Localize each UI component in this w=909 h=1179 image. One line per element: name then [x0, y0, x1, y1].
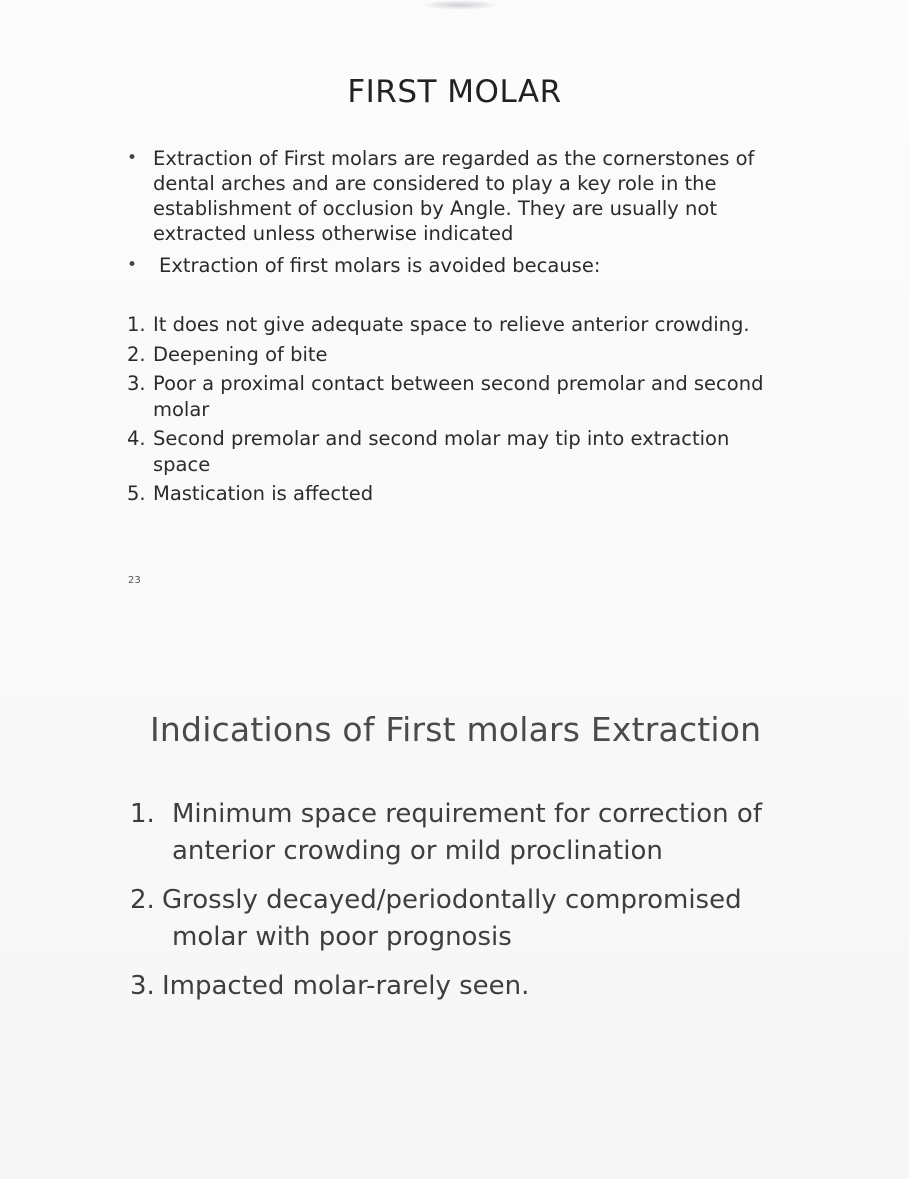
bullet-text: Extraction of First molars are regarded as the cornerstones of dental arches and are considered to play a key role in the establishment of occlusion by Angle. They are usually not extracted unless otherwise indicated	[153, 147, 755, 245]
list-item	[130, 968, 810, 1005]
bullet-item	[125, 253, 785, 278]
list-item	[127, 342, 787, 368]
bullet-text: Extraction of first molars is avoided because:	[159, 254, 601, 277]
list-text-continued: molar with poor prognosis	[172, 922, 512, 952]
list-text: Second premolar and second molar may tip into extraction space	[153, 427, 730, 476]
list-text: Poor a proximal contact between second premolar and second molar	[153, 372, 764, 421]
list-text: It does not give adequate space to relieve anterior crowding.	[153, 313, 750, 336]
list-number: 3.	[130, 971, 155, 1001]
list-number: 2.	[127, 342, 146, 366]
list-text: Impacted molar-rarely seen.	[162, 971, 530, 1001]
list-item	[127, 371, 787, 422]
page-title: FIRST MOLAR	[347, 74, 562, 110]
list-number: 1.	[130, 799, 155, 829]
list-item	[127, 312, 787, 338]
list-number: 5.	[127, 482, 146, 505]
list-number: 2.	[130, 885, 155, 915]
list-number: 3.	[127, 372, 146, 395]
list-text: Mastication is affected	[153, 482, 374, 505]
list-item	[130, 796, 810, 870]
list-item	[127, 426, 787, 477]
list-item	[127, 481, 787, 507]
list-number: 4.	[127, 427, 146, 450]
intro-bullet-list	[125, 146, 785, 285]
reasons-list	[127, 312, 787, 511]
section-heading: Indications of First molars Extraction	[150, 710, 762, 749]
list-item	[130, 882, 810, 956]
bullet-icon: •	[127, 255, 138, 275]
scan-artifact	[420, 0, 500, 10]
bullet-item	[125, 146, 785, 246]
list-text: Minimum space requirement for correction of anterior crowding or mild proclination	[172, 799, 762, 866]
list-text: Deepening of bite	[153, 342, 328, 366]
indications-list	[130, 796, 810, 1017]
page-number: 23	[128, 575, 141, 586]
list-text: Grossly decayed/periodontally compromised	[162, 885, 742, 915]
list-number: 1.	[127, 313, 146, 336]
bullet-icon: •	[127, 148, 138, 168]
